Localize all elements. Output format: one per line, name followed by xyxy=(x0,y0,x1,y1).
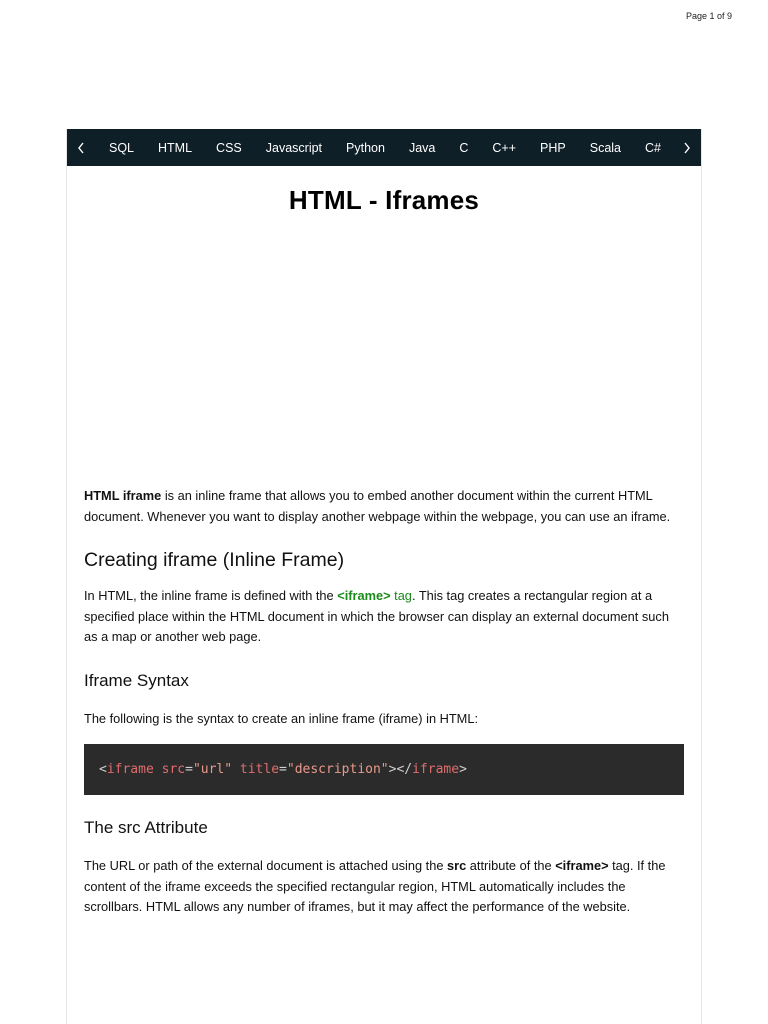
src-text-2: attribute of the xyxy=(466,858,556,873)
intro-paragraph xyxy=(84,486,684,527)
code-attr-title: title xyxy=(239,762,280,777)
nav-item-c[interactable]: C xyxy=(459,140,469,155)
ad-space xyxy=(67,216,701,486)
creating-text-after: . This tag creates a rectangular region at a specified place within the HTML document in which the browser can display an external document such as a map or another web page. xyxy=(84,588,669,644)
nav-next-button[interactable] xyxy=(673,129,701,166)
page-title: HTML - Iframes xyxy=(288,185,480,215)
code-val-description: "description" xyxy=(286,762,389,777)
code-gt: > xyxy=(459,762,467,777)
nav-item-java[interactable]: Java xyxy=(408,140,436,155)
code-close-mid: ></ xyxy=(388,762,413,777)
nav-item-python[interactable]: Python xyxy=(346,140,385,155)
nav-item-cplusplus[interactable]: C++ xyxy=(492,140,517,155)
nav-item-css[interactable]: CSS xyxy=(216,140,242,155)
nav-items xyxy=(95,141,673,155)
code-lt: < xyxy=(99,762,107,777)
code-attr-src: src xyxy=(161,762,186,777)
main-content xyxy=(67,486,701,918)
nav-item-html[interactable]: HTML xyxy=(158,140,193,155)
section-heading-src-attribute: The src Attribute xyxy=(84,818,208,837)
nav-item-javascript[interactable]: Javascript xyxy=(265,140,323,155)
chevron-left-icon xyxy=(76,141,86,155)
chevron-right-icon xyxy=(682,141,692,155)
nav-prev-button[interactable] xyxy=(67,129,95,166)
syntax-paragraph: The following is the syntax to create an inline frame (iframe) in HTML: xyxy=(84,710,479,726)
src-text-1: The URL or path of the external document is attached using the xyxy=(84,858,448,873)
page-number: Page 1 of 9 xyxy=(685,11,732,21)
code-block: < iframe src = "url" title = "description" ></ iframe > xyxy=(84,744,684,795)
section-heading-creating-iframe: Creating iframe (Inline Frame) xyxy=(84,549,345,571)
nav-item-php[interactable]: PHP xyxy=(540,140,566,155)
nav-item-csharp[interactable]: C# xyxy=(645,140,661,155)
article xyxy=(66,129,702,1024)
intro-text: is an inline frame that allows you to embed another document within the current HTML document. Whenever you want to display another webpage within the webpage, you can use an iframe. xyxy=(84,488,671,524)
iframe-tag-link-bold: <iframe> xyxy=(337,588,391,603)
iframe-tag-link[interactable] xyxy=(337,588,412,603)
creating-iframe-paragraph xyxy=(84,586,684,648)
src-text-3: tag. If the content of the iframe exceeds the specified rectangular region, HTML automatically includes the scrollbars. HTML allows any number of iframes, but it may affect the performance of the website. xyxy=(84,858,666,914)
section-heading-iframe-syntax: Iframe Syntax xyxy=(84,670,189,690)
intro-bold-term: HTML iframe xyxy=(84,488,162,503)
src-bold-iframe: <iframe> xyxy=(555,858,609,873)
src-attribute-paragraph xyxy=(84,856,684,918)
nav-item-sql[interactable]: SQL xyxy=(109,140,135,155)
src-bold-src: src xyxy=(447,858,467,873)
iframe-tag-link-rest: tag xyxy=(390,588,412,603)
nav-item-scala[interactable]: Scala xyxy=(589,140,622,155)
top-navigation xyxy=(67,129,701,166)
code-tag-close: iframe xyxy=(412,762,460,777)
creating-text-before: In HTML, the inline frame is defined with the xyxy=(84,588,338,603)
code-tag-open: iframe xyxy=(106,762,154,777)
code-val-url: "url" xyxy=(192,762,233,777)
